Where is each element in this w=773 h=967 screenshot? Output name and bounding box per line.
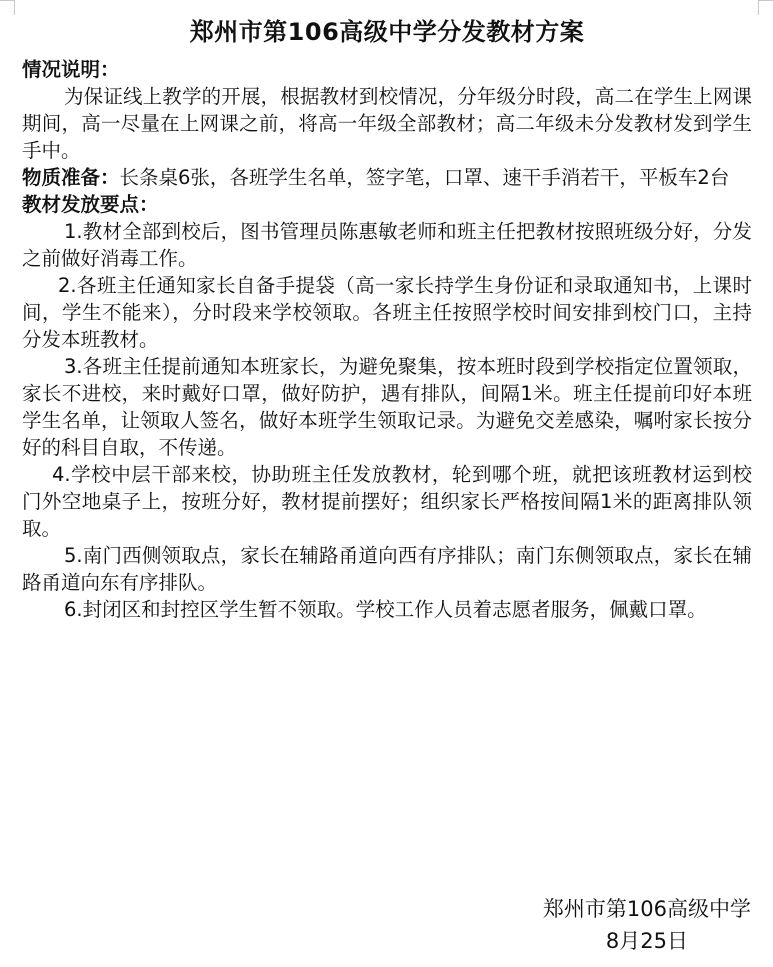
signature-block [543,893,751,957]
signature-school: 郑州市第106高级中学 [542,897,751,921]
point-item-6: 6.封闭区和封控区学生暂不领取。学校工作人员着志愿者服务，佩戴口罩。 [64,598,707,621]
point-item-5: 5.南门西侧领取点，家长在辅路甬道向西有序排队；南门东侧领取点，家长在辅路甬道向东有序排队。 [22,544,752,594]
point-item-3: 3.各班主任提前通知本班家长，为避免聚集，按本班时段到学校指定位置领取，家长不进校，来时戴好口罩，做好防护，遇有排队，间隔1米。班主任提前印好本班学生名单，让领取人签名，做好本班学生领取记录。为避免交差感染，嘱咐家长按分好的科目自取，不传递。 [22,355,752,459]
signature-date: 8月25日 [605,929,688,953]
page-corner-right [758,0,773,15]
document-title: 郑州市第106高级中学分发教材方案 [189,18,585,46]
situation-text: 为保证线上教学的开展，根据教材到校情况，分年级分时段，高二在学生上网课期间，高一尽量在上网课之前，将高一年级全部教材；高二年级未分发教材发到学生手中。 [22,85,752,162]
materials-section [22,164,752,191]
document [22,0,752,623]
points-heading: 教材发放要点： [22,193,159,216]
point-item-1: 1.教材全部到校后，图书管理员陈惠敏老师和班主任把教材按照班级分好，分发之前做好消毒工作。 [22,220,752,270]
point-item-2: 2.各班主任通知家长自备手提袋（高一家长持学生身份证和录取通知书，上课时间，学生不能来），分时段来学校领取。各班主任按照学校时间安排到校门口，主持分发本班教材。 [22,274,752,351]
point-item-4: 4.学校中层干部来校，协助班主任发放教材，轮到哪个班，就把该班教材运到校门外空地桌子上，按班分好，教材提前摆好；组织家长严格按间隔1米的距离排队领取。 [22,463,752,540]
document-body [22,56,752,623]
materials-heading: 物质准备： [22,166,120,189]
materials-text: 长条桌6张，各班学生名单，签字笔，口罩、速干手消若干，平板车2台 [119,166,730,189]
situation-heading: 情况说明： [22,58,120,81]
page-corner-left [0,0,15,15]
